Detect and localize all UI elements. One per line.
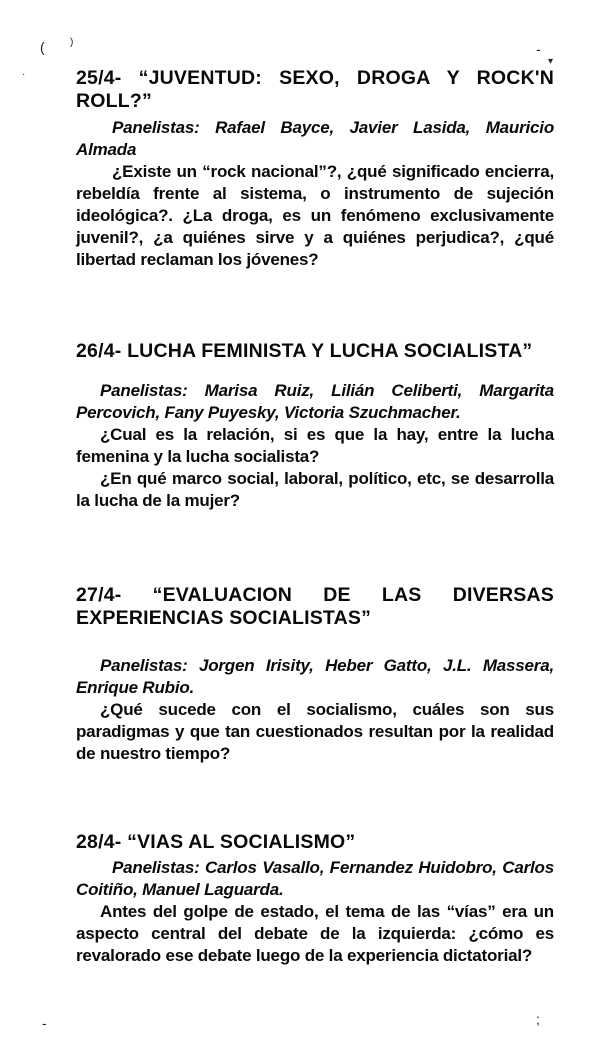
panelists: Panelistas: Carlos Vasallo, Fernandez Huidobro, Carlos Coitiño, Manuel Laguarda. xyxy=(76,858,554,899)
paragraph: ¿Qué sucede con el socialismo, cuáles son sus paradigmas y que tan cuestionados resultan por la realidad de nuestro tiempo? xyxy=(76,700,554,763)
section-title: 25/4- “JUVENTUD: SEXO, DROGA Y ROCK'N ROLL?” xyxy=(76,67,554,112)
paragraph: Antes del golpe de estado, el tema de las “vías” era un aspecto central del debate de la izquierda: ¿cómo es revalorado ese debate luego de la experiencia dictatorial? xyxy=(76,902,554,965)
section-25-4 xyxy=(76,67,554,271)
section-title: 26/4- LUCHA FEMINISTA Y LUCHA SOCIALISTA” xyxy=(76,340,533,362)
section-title: 27/4- “EVALUACION DE LAS DIVERSAS EXPERIENCIAS SOCIALISTAS” xyxy=(76,584,554,629)
scan-speck: - xyxy=(42,1015,47,1031)
section-title: 28/4- “VIAS AL SOCIALISMO” xyxy=(76,831,356,853)
section-26-4 xyxy=(76,340,554,512)
scan-speck: ) xyxy=(70,37,74,48)
section-28-4 xyxy=(76,831,554,967)
scan-speck: ( xyxy=(40,39,45,55)
scan-speck: - xyxy=(536,41,541,57)
panelists: Panelistas: Rafael Bayce, Javier Lasida, Mauricio Almada xyxy=(76,118,554,159)
scan-speck: ; xyxy=(536,1011,540,1027)
scan-speck: ▾ xyxy=(548,56,554,67)
paragraph: ¿En qué marco social, laboral, político, etc, se desarrolla la lucha de la mujer? xyxy=(76,469,554,510)
paragraph: ¿Cual es la relación, si es que la hay, entre la lucha femenina y la lucha socialista? xyxy=(76,425,554,466)
panelists: Panelistas: Marisa Ruiz, Lilián Celiberti, Margarita Percovich, Fany Puyesky, Victoria Szuchmacher. xyxy=(76,381,554,422)
paragraph: ¿Existe un “rock nacional”?, ¿qué significado encierra, rebeldía frente al sistema, o instrumento de sujeción ideológica?. ¿La droga, es un fenómeno exclusivamente juvenil?, ¿a quiénes sirve y a quiénes perjudica?, ¿qué libertad reclaman los jóvenes? xyxy=(76,162,554,269)
section-27-4 xyxy=(76,584,554,765)
panelists: Panelistas: Jorgen Irisity, Heber Gatto, J.L. Massera, Enrique Rubio. xyxy=(76,656,554,697)
scan-speck: · xyxy=(22,69,26,80)
